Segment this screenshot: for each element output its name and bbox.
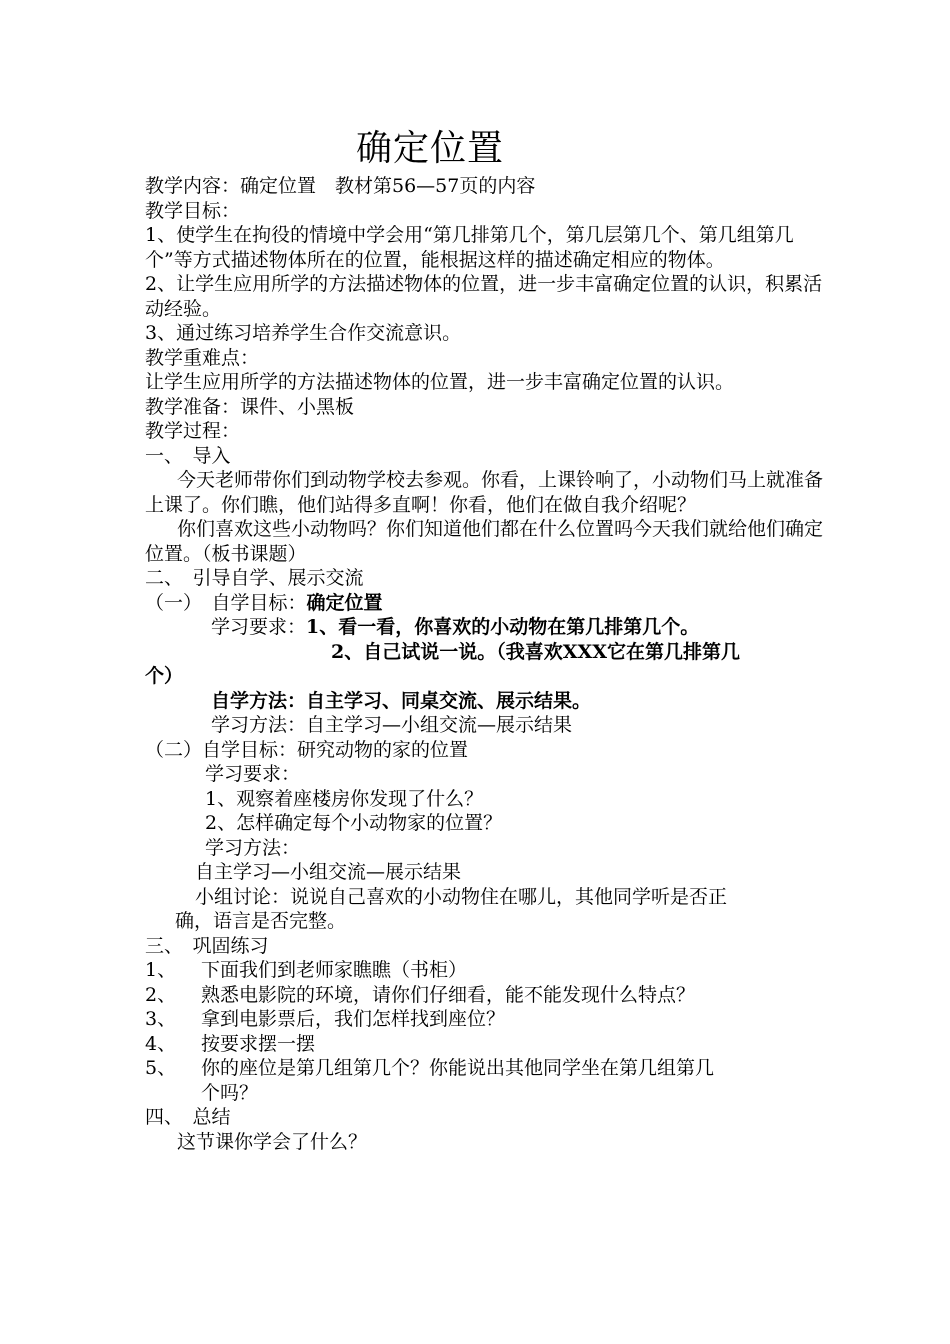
document-title: 确定位置	[355, 128, 504, 169]
goal-2: 2、让学生应用所学的方法描述物体的位置，进一步丰富确定位置的认识，积累活动经验。	[145, 273, 823, 320]
learning-method-2: 自主学习—小组交流—展示结果	[195, 861, 462, 883]
preparation: 教学准备：课件、小黑板	[145, 395, 355, 418]
goal-1: 1、使学生在拘役的情境中学会用“第几排第几个，第几层第几个、第几组第几个”等方式描述物体所在的位置，能根据这样的描述确定相应的物体。	[145, 224, 794, 271]
section-4-heading: 四、 总结	[145, 1106, 231, 1128]
exercise-2: 2、 熟悉电影院的环境，请你们仔细看，能不能发现什么特点？	[145, 983, 696, 1006]
self-study-goal-1: （一） 自学目标：确定位置	[145, 591, 383, 614]
study-requirement-2-cont: 个）	[145, 665, 184, 687]
key-points-text: 让学生应用所学的方法描述物体的位置，进一步丰富确定位置的认识。	[145, 371, 735, 393]
process-heading: 教学过程：	[145, 420, 241, 442]
teaching-content: 教学内容：确定位置 教材第56—57页的内容	[145, 175, 536, 197]
requirement-item-2: 2、怎样确定每个小动物家的位置？	[205, 812, 503, 834]
intro-paragraph-2: 你们喜欢这些小动物吗？你们知道他们都在什么位置吗今天我们就给他们确定位置。（板书课题）	[145, 518, 824, 565]
key-points-heading: 教学重难点：	[145, 346, 260, 369]
group-discussion: 小组讨论：说说自己喜欢的小动物住在哪儿，其他同学听是否正	[195, 885, 728, 908]
learning-method-heading: 学习方法：	[205, 836, 301, 859]
intro-paragraph-1: 今天老师带你们到动物学校去参观。你看，上课铃响了，小动物们马上就准备上课了。你们瞧，他们站得多直啊！你看，他们在做自我介绍呢？	[145, 469, 824, 516]
section-2-heading: 二、 引导自学、展示交流	[145, 567, 364, 589]
summary-question: 这节课你学会了什么？	[177, 1130, 368, 1153]
self-study-method: 自学方法：自主学习、同桌交流、展示结果。	[211, 689, 592, 712]
document-body	[145, 174, 835, 1154]
section-3-heading: 三、 巩固练习	[145, 934, 269, 957]
teaching-goals-heading: 教学目标：	[145, 199, 241, 222]
learning-method-1: 学习方法：自主学习—小组交流—展示结果	[211, 714, 573, 736]
requirement-item-1: 1、观察着座楼房你发现了什么？	[205, 787, 484, 810]
study-requirement-2: 2、自己试说一说。（我喜欢XXX它在第几排第几	[331, 640, 740, 663]
section-1-heading: 一、 导入	[145, 444, 231, 467]
exercise-4: 4、 按要求摆一摆	[145, 1032, 316, 1055]
exercise-5: 5、 你的座位是第几组第几个？你能说出其他同学坐在第几组第几	[145, 1057, 715, 1079]
exercise-5-cont: 个吗？	[201, 1081, 259, 1104]
goal-3: 3、通过练习培养学生合作交流意识。	[145, 322, 462, 344]
exercise-3: 3、 拿到电影票后，我们怎样找到座位？	[145, 1008, 506, 1030]
group-discussion-cont: 确，语言是否完整。	[175, 910, 347, 932]
exercise-1: 1、 下面我们到老师家瞧瞧（书柜）	[145, 959, 468, 981]
study-requirement-heading: 学习要求：	[205, 763, 301, 785]
study-requirement-1: 学习要求：1、看一看，你喜欢的小动物在第几排第几个。	[211, 616, 700, 638]
self-study-goal-2: （二）自学目标：研究动物的家的位置	[145, 738, 469, 761]
